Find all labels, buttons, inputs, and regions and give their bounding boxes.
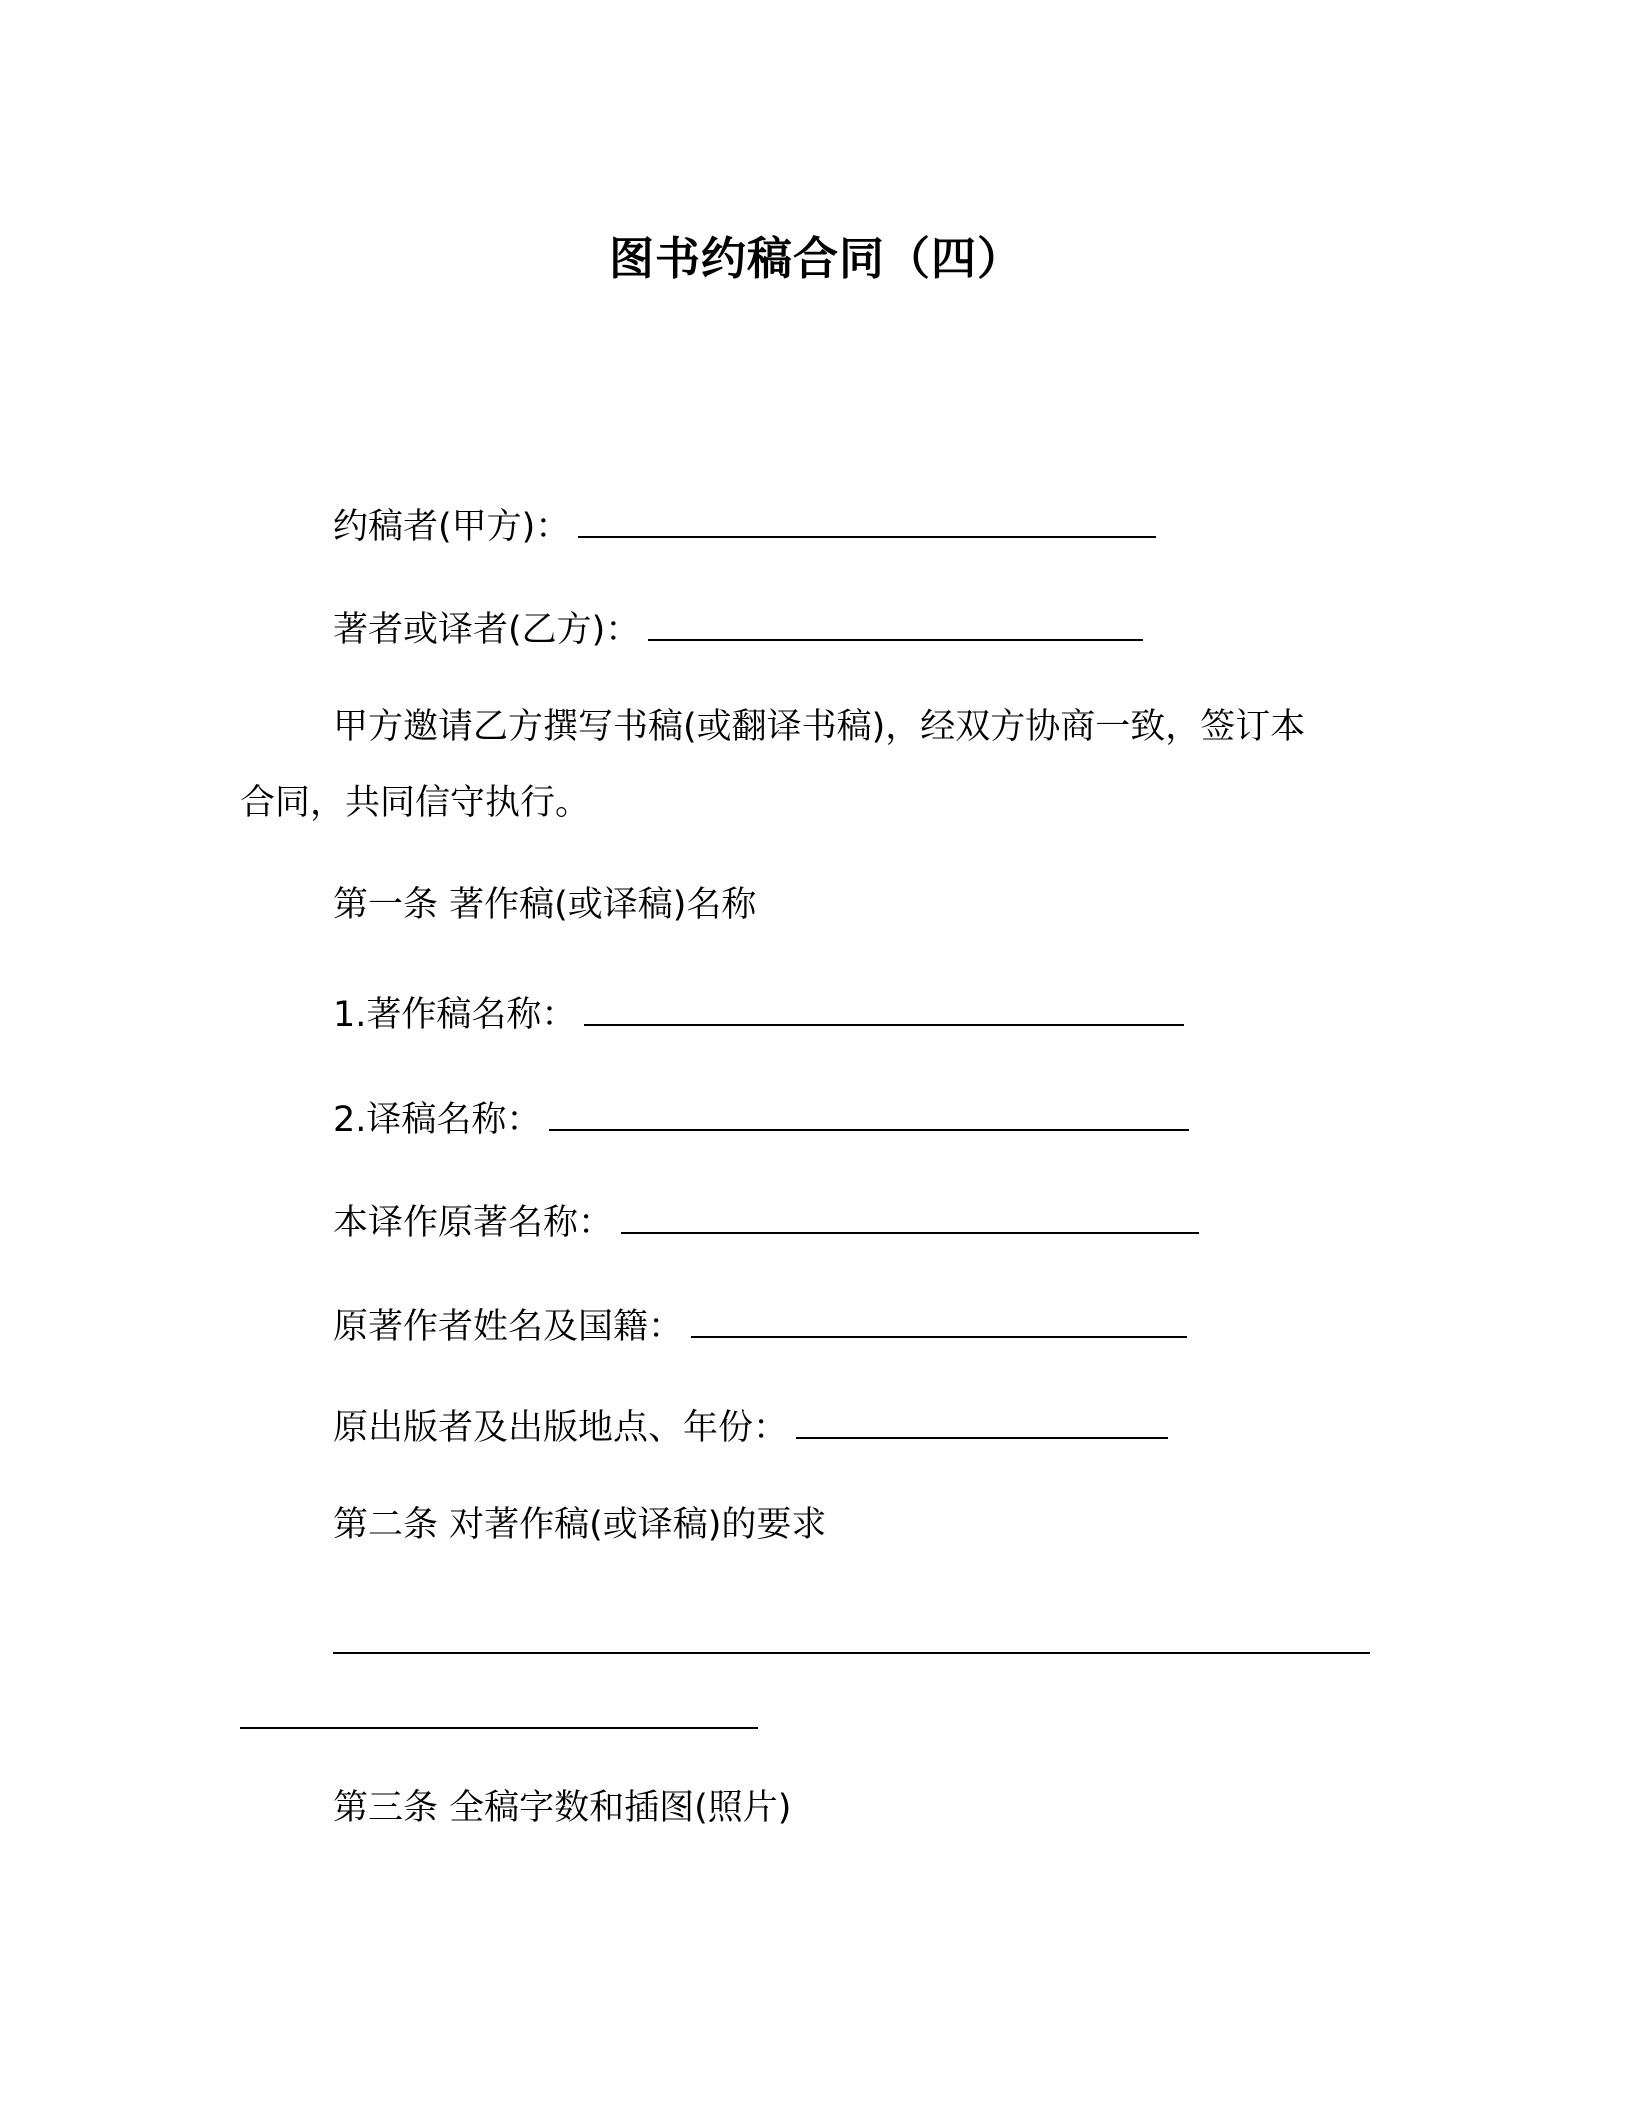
original-author-blank[interactable]	[691, 1300, 1187, 1338]
article-2-blank-line-1[interactable]	[333, 1650, 1370, 1654]
translation-title-row	[333, 1093, 1189, 1145]
work-title-blank[interactable]	[584, 988, 1184, 1026]
party-a-label: 约稿者(甲方)：	[333, 507, 571, 547]
intro-line-2: 合同，共同信守执行。	[240, 783, 591, 823]
original-author-row	[333, 1300, 1187, 1352]
original-publisher-row	[333, 1401, 1168, 1453]
party-b-blank[interactable]	[648, 603, 1143, 641]
work-title-label: 1.著作稿名称：	[333, 995, 577, 1035]
party-b-label: 著者或译者(乙方)：	[333, 610, 641, 650]
intro-line-1: 甲方邀请乙方撰写书稿(或翻译书稿)，经双方协商一致，签订本	[333, 707, 1306, 747]
article-3-heading: 第三条 全稿字数和插图(照片)	[333, 1788, 792, 1828]
article-1-heading: 第一条 著作稿(或译稿)名称	[333, 885, 757, 925]
original-publisher-blank[interactable]	[796, 1401, 1168, 1439]
article-2-blank-line-2[interactable]	[240, 1725, 758, 1729]
original-publisher-label: 原出版者及出版地点、年份：	[333, 1408, 789, 1448]
original-title-row	[333, 1196, 1199, 1248]
party-a-blank[interactable]	[578, 500, 1156, 538]
document-title: 图书约稿合同（四）	[608, 232, 1023, 285]
original-title-label: 本译作原著名称：	[333, 1203, 614, 1243]
original-title-blank[interactable]	[621, 1196, 1199, 1234]
original-author-label: 原著作者姓名及国籍：	[333, 1307, 684, 1347]
translation-title-label: 2.译稿名称：	[333, 1100, 542, 1140]
work-title-row	[333, 988, 1184, 1040]
translation-title-blank[interactable]	[549, 1093, 1189, 1131]
party-b-row	[333, 603, 1143, 655]
article-2-heading: 第二条 对著作稿(或译稿)的要求	[333, 1505, 827, 1545]
party-a-row	[333, 500, 1156, 552]
